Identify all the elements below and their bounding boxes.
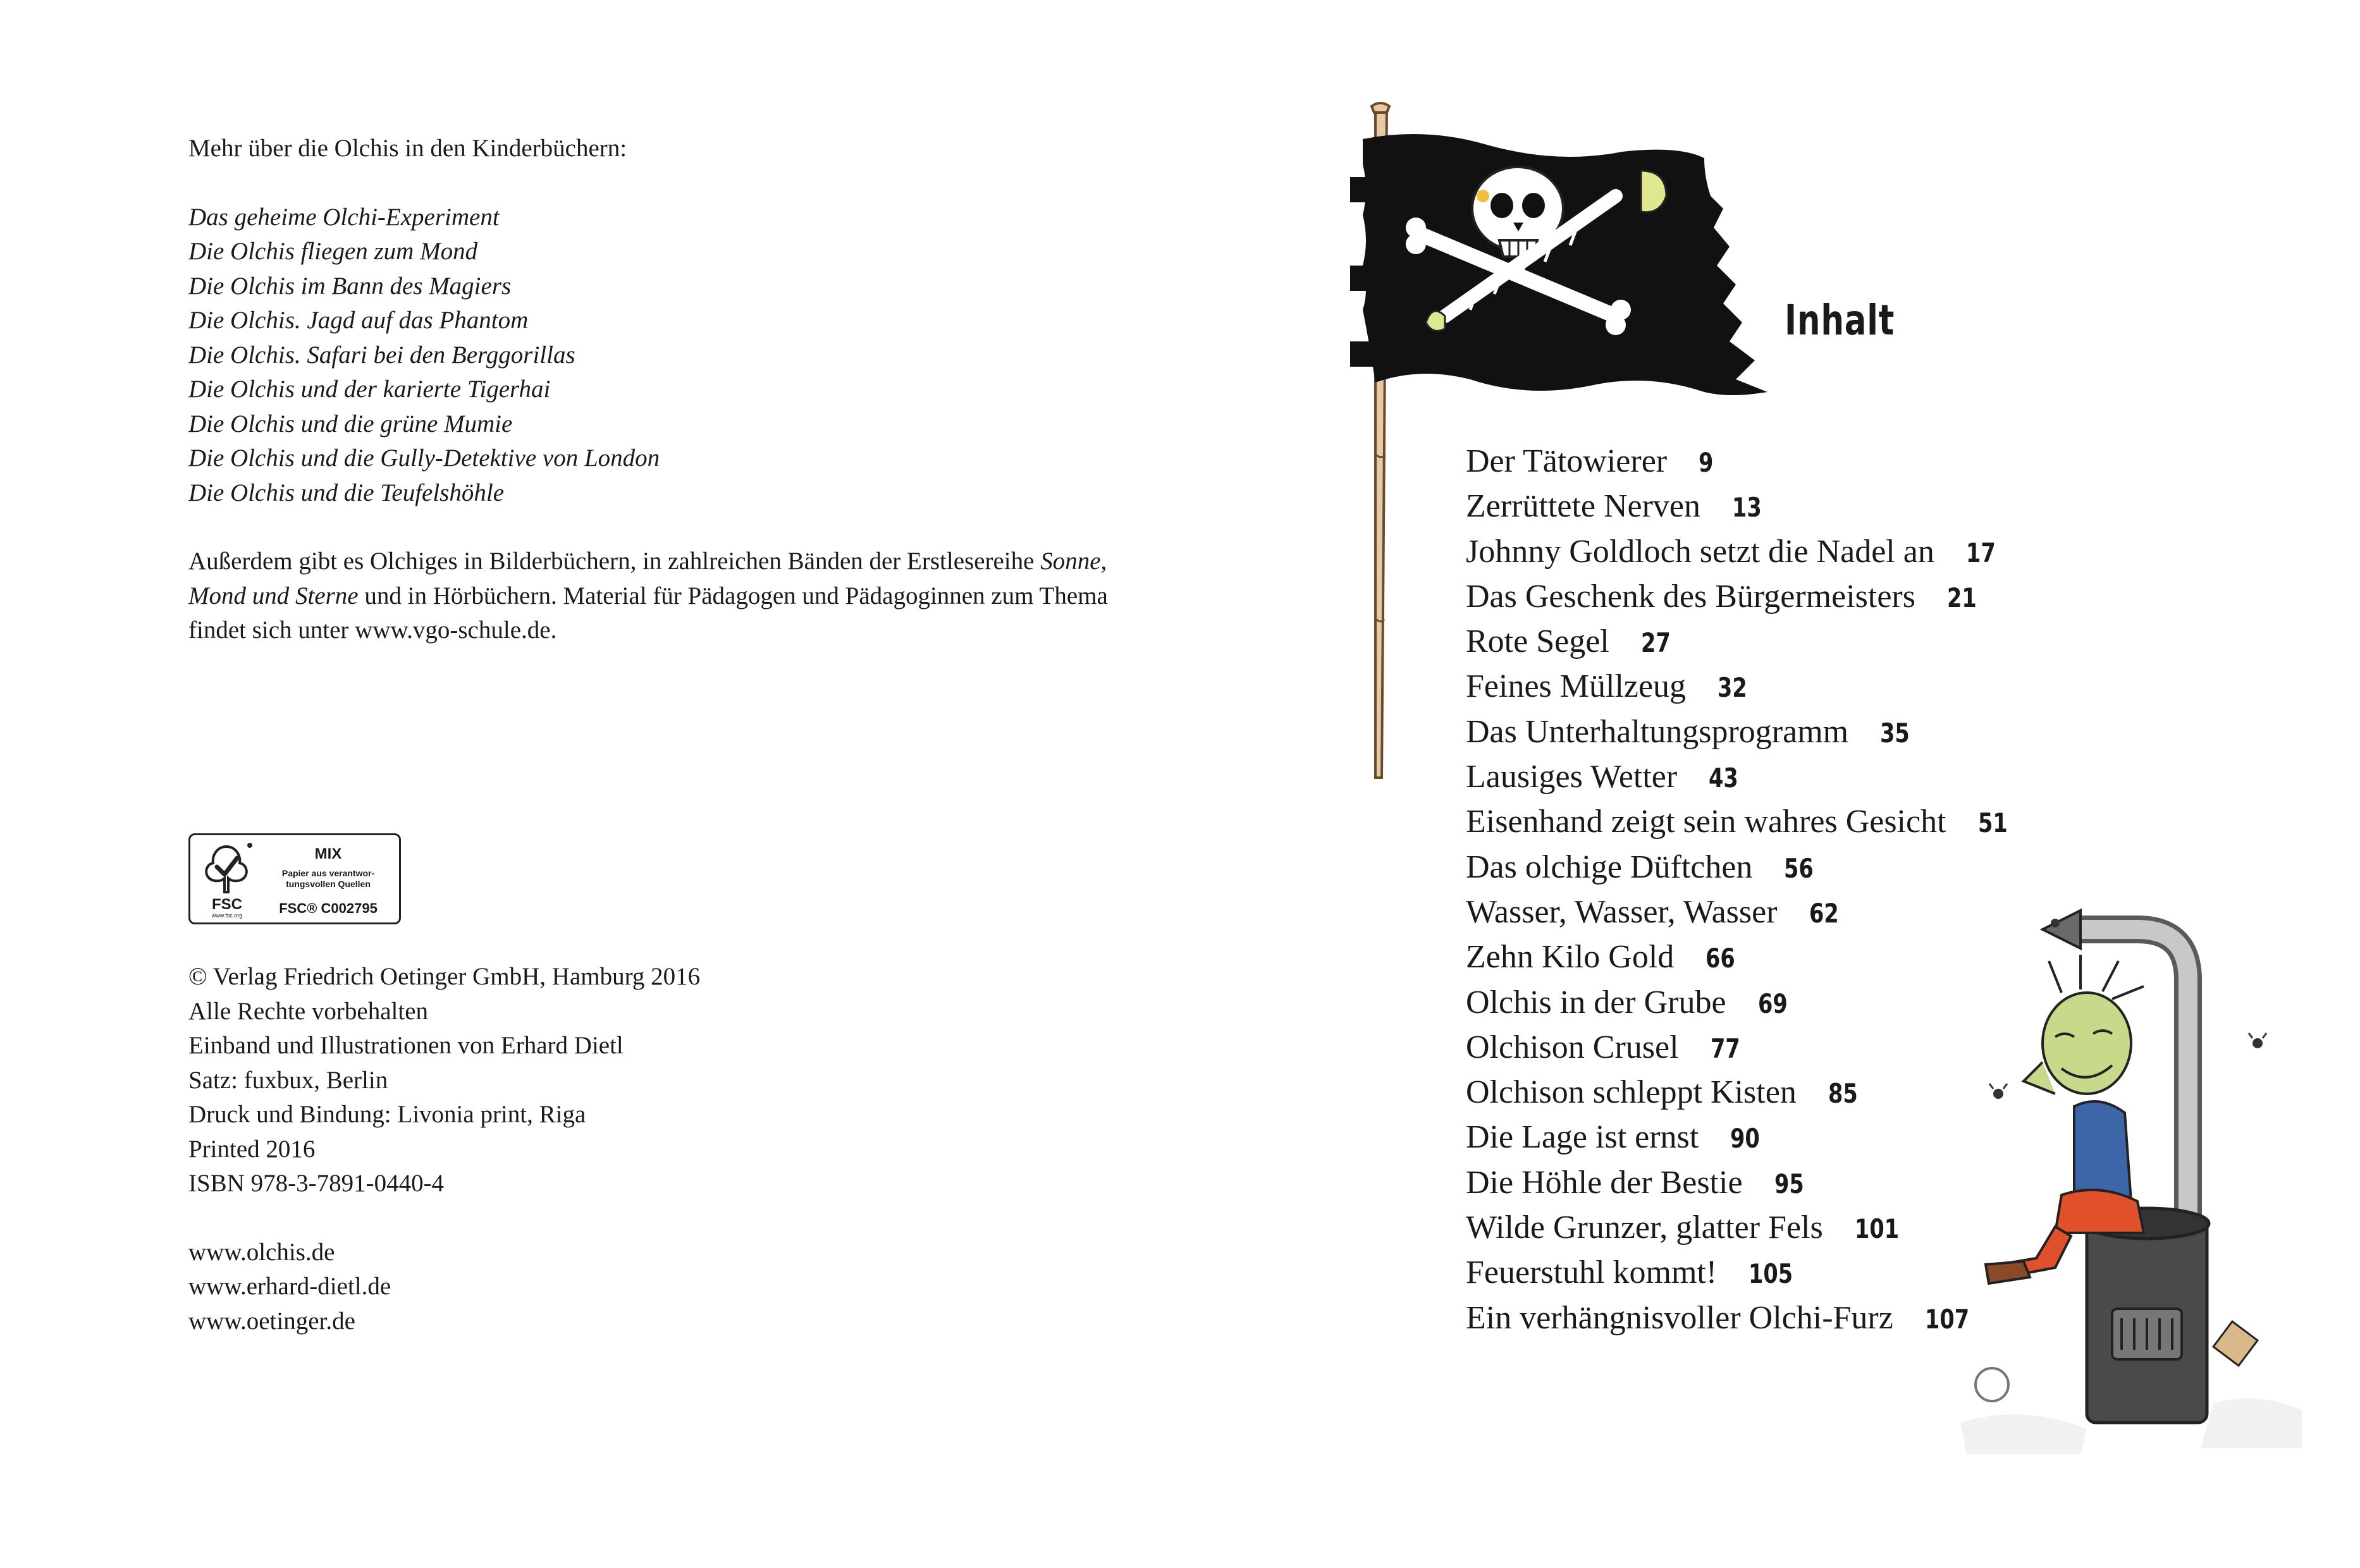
fsc-paper-text: Papier aus verantwor-tungsvollen Quellen (281, 868, 375, 889)
toc-chapter-title: Wasser, Wasser, Wasser (1466, 893, 1778, 930)
toc-chapter-title: Der Tätowierer (1466, 443, 1668, 479)
toc-page-number: 107 (1924, 1303, 1969, 1335)
website-list (188, 1235, 700, 1339)
book-title: Die Olchis im Bann des Magiers (188, 272, 512, 300)
toc-page-number: 85 (1828, 1078, 1858, 1110)
toc-entry (1466, 439, 2015, 484)
toc-entry (1466, 1295, 2015, 1340)
toc-entry (1466, 845, 2015, 890)
toc-page-number: 69 (1757, 988, 1788, 1019)
table-of-contents (1466, 439, 2015, 1340)
toc-chapter-title: Feines Müllzeug (1466, 668, 1687, 705)
paragraph-text-after: und in Hörbüchern. Material für Pädagogen und Pädagoginnen zum Thema findet sich unter www.vgo-schule.de. (188, 582, 1108, 644)
fsc-url: www.fsc.org (211, 912, 243, 919)
toc-page-number: 17 (1965, 537, 1996, 568)
toc-entry (1466, 980, 2015, 1025)
toc-page-number: 77 (1710, 1032, 1740, 1064)
toc-chapter-title: Eisenhand zeigt sein wahres Gesicht (1466, 804, 1946, 840)
fsc-tree-check-icon (199, 842, 254, 900)
toc-chapter-title: Johnny Goldloch setzt die Nadel an (1466, 533, 1934, 570)
toc-entry (1466, 754, 2015, 799)
toc-page-number: 105 (1748, 1258, 1793, 1290)
fsc-mix: MIX (314, 845, 342, 862)
book-title: Die Olchis und die Teufelshöhle (188, 479, 505, 506)
website-url: www.olchis.de (188, 1238, 335, 1266)
toc-entry (1466, 1205, 2015, 1250)
toc-page-number: 43 (1709, 763, 1738, 794)
olchi-on-stove-illustration (1960, 904, 2314, 1461)
imprint-block (188, 960, 700, 1338)
toc-page-number: 62 (1809, 897, 1839, 929)
toc-page-number: 35 (1880, 717, 1910, 749)
toc-entry (1466, 529, 2015, 574)
toc-entry (1466, 619, 2015, 664)
toc-entry (1466, 1115, 2015, 1160)
toc-page-number: 56 (1784, 852, 1814, 884)
toc-entry (1466, 890, 2015, 934)
toc-entry (1466, 664, 2015, 709)
toc-page-number: 66 (1705, 943, 1736, 974)
book-title: Das geheime Olchi-Experiment (188, 203, 500, 231)
book-title: Die Olchis. Safari bei den Berggorillas (188, 341, 575, 369)
imprint-list (188, 960, 700, 1201)
fsc-wordmark: FSC (212, 896, 242, 913)
toc-page-number: 32 (1718, 672, 1747, 704)
toc-chapter-title: Ein verhängnisvoller Olchi-Furz (1466, 1299, 1893, 1336)
toc-title: Inhalt (1785, 296, 1895, 345)
imprint-line: ISBN 978-3-7891-0440-4 (188, 1170, 445, 1197)
toc-entry (1466, 1070, 2015, 1115)
left-page-text (188, 132, 1137, 648)
book-title: Die Olchis und der karierte Tigerhai (188, 376, 551, 403)
toc-chapter-title: Olchis in der Grube (1466, 984, 1726, 1020)
toc-page-number: 90 (1730, 1123, 1760, 1155)
book-list (188, 200, 1137, 511)
toc-chapter-title: Zehn Kilo Gold (1466, 939, 1675, 976)
toc-entry (1466, 484, 2015, 529)
toc-page-number: 101 (1854, 1213, 1899, 1245)
fsc-label (188, 833, 401, 924)
toc-chapter-title: Lausiges Wetter (1466, 759, 1678, 795)
toc-entry (1466, 1025, 2015, 1070)
toc-chapter-title: Olchison Crusel (1466, 1029, 1679, 1065)
toc-page-number: 95 (1774, 1168, 1804, 1199)
toc-chapter-title: Die Höhle der Bestie (1466, 1164, 1743, 1201)
imprint-line: Printed 2016 (188, 1135, 316, 1163)
toc-entry (1466, 1160, 2015, 1205)
imprint-line: Druck und Bindung: Livonia print, Riga (188, 1101, 586, 1128)
toc-entry (1466, 709, 2015, 754)
website-url: www.oetinger.de (188, 1307, 355, 1335)
series-title: Sonne, Mond und Sterne (188, 548, 1107, 609)
toc-entry (1466, 1250, 2015, 1295)
website-url: www.erhard-dietl.de (188, 1273, 391, 1300)
toc-chapter-title: Das Unterhaltungsprogramm (1466, 713, 1849, 750)
toc-chapter-title: Rote Segel (1466, 623, 1609, 660)
toc-chapter-title: Das olchige Düftchen (1466, 848, 1753, 885)
toc-chapter-title: Feuerstuhl kommt! (1466, 1254, 1718, 1291)
toc-chapter-title: Zerrüttete Nerven (1466, 488, 1701, 525)
toc-chapter-title: Olchison schleppt Kisten (1466, 1074, 1797, 1111)
imprint-line: © Verlag Friedrich Oetinger GmbH, Hamburg 2016 (188, 963, 701, 990)
toc-chapter-title: Das Geschenk des Bürgermeisters (1466, 578, 1915, 615)
toc-entry (1466, 574, 2015, 619)
book-title: Die Olchis und die grüne Mumie (188, 410, 513, 438)
toc-entry (1466, 799, 2015, 844)
imprint-line: Alle Rechte vorbehalten (188, 997, 429, 1025)
imprint-line: Einband und Illustrationen von Erhard Dietl (188, 1032, 624, 1059)
toc-page-number: 21 (1946, 582, 1977, 613)
toc-chapter-title: Die Lage ist ernst (1466, 1119, 1699, 1156)
toc-page-number: 51 (1977, 807, 2008, 839)
additional-info-paragraph (188, 544, 1137, 648)
book-title: Die Olchis fliegen zum Mond (188, 238, 478, 265)
paragraph-text-before: Außerdem gibt es Olchiges in Bilderbüchern, in zahlreichen Bänden der Erstlesereihe (188, 548, 1041, 575)
book-title: Die Olchis. Jagd auf das Phantom (188, 307, 529, 334)
fsc-code: FSC® C002795 (279, 900, 378, 916)
imprint-line: Satz: fuxbux, Berlin (188, 1066, 388, 1094)
toc-chapter-title: Wilde Grunzer, glatter Fels (1466, 1210, 1823, 1246)
book-title: Die Olchis und die Gully-Detektive von London (188, 444, 660, 472)
toc-page-number: 13 (1732, 492, 1762, 524)
books-intro: Mehr über die Olchis in den Kinderbüchern: (188, 135, 627, 162)
toc-page-number: 9 (1699, 447, 1714, 478)
toc-entry (1466, 934, 2015, 979)
toc-page-number: 27 (1640, 627, 1671, 659)
